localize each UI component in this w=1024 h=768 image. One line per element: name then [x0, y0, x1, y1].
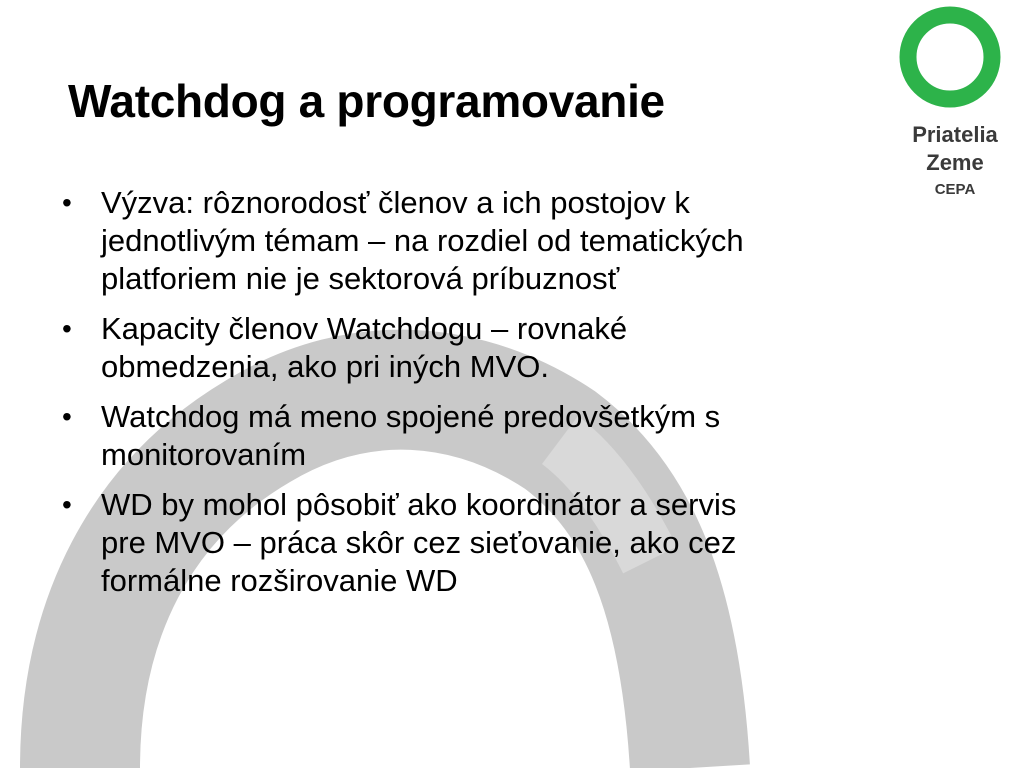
bullet-line: monitorovaním	[101, 437, 307, 472]
bullet-item	[58, 486, 938, 600]
logo-text-priatelia: Priatelia	[912, 122, 998, 147]
bullet-line: formálne rozširovanie WD	[101, 563, 458, 598]
bullet-line: WD by mohol pôsobiť ako koordinátor a servis	[101, 487, 737, 522]
bullet-list	[58, 184, 938, 600]
bullet-line: platforiem nie je sektorová príbuznosť	[101, 261, 620, 296]
bullet-dot-icon: •	[62, 489, 72, 520]
bullet-item	[58, 310, 938, 386]
bullet-line: Kapacity členov Watchdogu – rovnaké	[101, 311, 628, 346]
bullet-line: pre MVO – práca skôr cez sieťovanie, ako cez	[101, 525, 737, 560]
bullet-line: obmedzenia, ako pri iných MVO.	[101, 349, 549, 384]
bullet-dot-icon: •	[62, 313, 72, 344]
bullet-dot-icon: •	[62, 187, 72, 218]
slide-title: Watchdog a programovanie	[68, 75, 665, 127]
organization-logo	[890, 5, 1020, 205]
bullet-line: jednotlivým témam – na rozdiel od tematických	[101, 223, 744, 258]
bullet-item	[58, 184, 938, 298]
bullet-item	[58, 398, 938, 474]
slide-content	[58, 184, 938, 612]
bullet-dot-icon: •	[62, 401, 72, 432]
bullet-line: Výzva: rôznorodosť členov a ich postojov k	[101, 185, 690, 220]
green-ring-logo-icon	[898, 5, 1003, 110]
logo-text-cepa: CEPA	[934, 181, 976, 198]
logo-text-zeme: Zeme	[926, 150, 984, 175]
bullet-line: Watchdog má meno spojené predovšetkým s	[101, 399, 721, 434]
